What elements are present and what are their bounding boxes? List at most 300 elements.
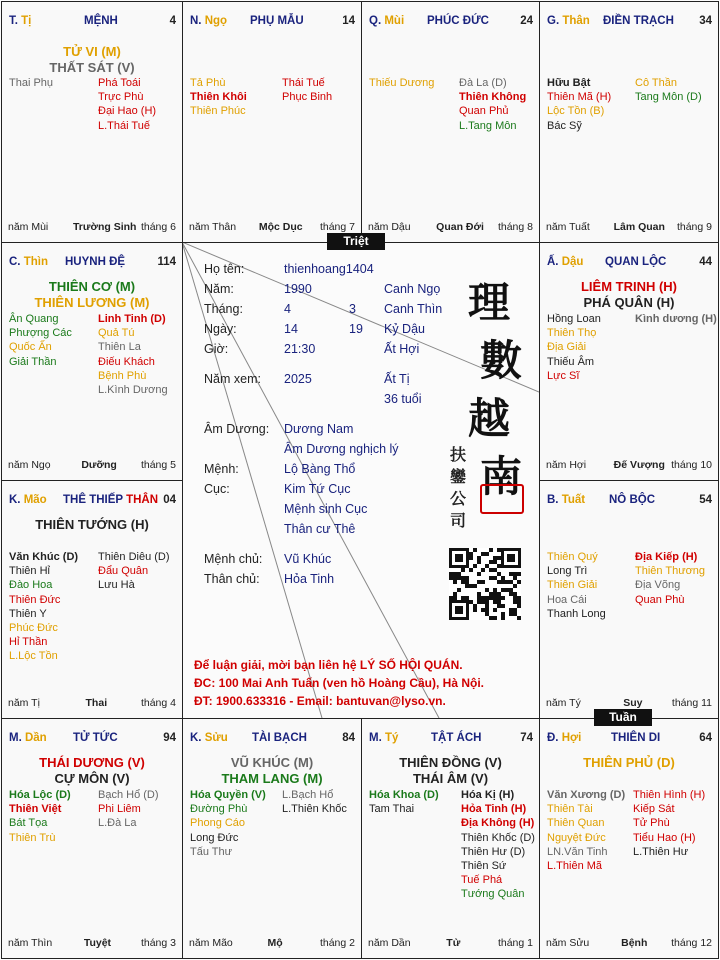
qr-module xyxy=(513,592,517,596)
palace-mui xyxy=(361,1,540,243)
palace-branch xyxy=(9,494,47,506)
star-item: Địa Kiếp (H) xyxy=(635,551,698,563)
qr-module xyxy=(501,604,505,608)
star-item: Thiên Quan xyxy=(547,817,605,830)
palace-branch xyxy=(190,732,228,744)
palace-header xyxy=(369,15,533,29)
palace-name-text: MỆNH xyxy=(84,15,118,27)
star-item: Hỏa Tinh (H) xyxy=(461,803,527,816)
footer-year: năm Hợi xyxy=(546,459,587,471)
qr-module xyxy=(497,556,501,560)
palace-name xyxy=(250,15,304,27)
star-item: Tử Phù xyxy=(633,817,670,830)
star-item: L.Thiên Khốc xyxy=(282,803,347,816)
info-label: Mệnh: xyxy=(204,462,239,476)
palace-name-text: THÊ THIẾP xyxy=(63,494,123,506)
footer-life-stage: Quan Đới xyxy=(436,221,484,233)
star-item: L.Thái Tuế xyxy=(98,119,150,132)
palace-name xyxy=(603,15,674,27)
footer-month: tháng 7 xyxy=(319,221,355,233)
qr-module xyxy=(485,612,489,616)
qr-module xyxy=(513,596,517,600)
palace-number: 34 xyxy=(699,15,712,27)
qr-module xyxy=(501,588,505,592)
branch-prefix: K. xyxy=(190,732,202,744)
palace-footer xyxy=(546,459,712,472)
star-item: Thiên Không xyxy=(459,91,527,104)
info-value: Kim Tứ Cục xyxy=(284,482,351,496)
qr-module xyxy=(493,600,497,604)
palace-name xyxy=(63,494,158,506)
palace-ngo xyxy=(182,1,362,243)
main-star: LIÊM TRINH (H) xyxy=(580,279,678,294)
qr-module xyxy=(493,560,497,564)
footer-year: năm Mùi xyxy=(8,221,49,233)
star-item: L.Lộc Tồn xyxy=(9,650,58,663)
minor-stars-left xyxy=(9,788,71,845)
qr-module xyxy=(461,580,465,584)
star-item: Văn Xương (D) xyxy=(547,789,626,801)
qr-module xyxy=(485,608,489,612)
minor-stars-right xyxy=(461,788,535,902)
star-item: L.Thiên Hư xyxy=(633,845,689,858)
palace-header xyxy=(547,732,712,746)
qr-module xyxy=(469,568,473,572)
branch-prefix: Ấ. xyxy=(547,256,559,268)
info-label: Họ tên: xyxy=(204,262,245,276)
qr-module xyxy=(501,612,505,616)
qr-module xyxy=(509,592,513,596)
star-item: Thiên Phúc xyxy=(190,105,246,118)
qr-module xyxy=(477,596,481,600)
star-item: Thiên Sứ xyxy=(461,860,507,873)
footer-life-stage: Đế Vượng xyxy=(613,459,665,471)
branch-prefix: N. xyxy=(190,15,202,27)
footer-year: năm Tị xyxy=(8,697,40,709)
branch-prefix: C. xyxy=(9,256,21,268)
qr-module xyxy=(509,572,513,576)
qr-module xyxy=(485,564,489,568)
qr-module xyxy=(501,576,505,580)
qr-module xyxy=(469,552,473,556)
footer-life-stage: Mộc Dục xyxy=(258,221,303,233)
main-stars xyxy=(540,279,718,311)
star-item: Hồng Loan xyxy=(547,313,601,325)
star-item: Thiên Hỉ xyxy=(9,565,50,578)
main-star: VŨ KHÚC (M) xyxy=(230,755,314,770)
qr-module xyxy=(481,608,485,612)
info-label: Âm Dương: xyxy=(204,422,270,436)
minor-stars-right xyxy=(633,788,705,859)
qr-module xyxy=(501,596,505,600)
star-item: Hỉ Thần xyxy=(9,636,48,649)
qr-module xyxy=(501,616,505,620)
star-item: LN.Văn Tinh xyxy=(547,845,608,858)
info-label: Năm xem: xyxy=(204,372,261,386)
star-item: Thiên Hình (H) xyxy=(633,789,706,801)
qr-finder xyxy=(455,606,463,614)
palace-footer xyxy=(368,937,533,950)
qr-module xyxy=(497,604,501,608)
footer-year: năm Thân xyxy=(189,221,237,233)
palace-branch xyxy=(547,494,585,506)
qr-module xyxy=(481,600,485,604)
footer-month: tháng 5 xyxy=(140,459,176,471)
tuan-marker: Tuần xyxy=(594,709,652,726)
info-label: Mệnh chủ: xyxy=(204,552,263,566)
palace-branch xyxy=(547,256,583,268)
qr-module xyxy=(477,600,481,604)
calligraphy-char: 理 xyxy=(468,278,511,327)
palace-footer xyxy=(546,937,712,950)
star-item: Đường Phù xyxy=(190,803,248,816)
minor-stars-left xyxy=(369,76,434,90)
info-label: Ngày: xyxy=(204,322,237,336)
star-item: Giải Thần xyxy=(9,355,57,368)
minor-stars-right xyxy=(282,788,347,816)
minor-stars-left xyxy=(9,76,53,90)
palace-footer xyxy=(8,459,176,472)
star-item: Thiên Thương xyxy=(635,565,706,578)
main-star: THIÊN TƯỚNG (H) xyxy=(35,517,149,532)
info-label: Năm: xyxy=(204,282,234,296)
footer-month: tháng 4 xyxy=(140,697,176,709)
star-item: Bác Sỹ xyxy=(547,119,582,132)
branch-prefix: M. xyxy=(9,732,22,744)
palace-branch xyxy=(9,256,48,268)
qr-module xyxy=(461,596,465,600)
palace-name-text: THIÊN DI xyxy=(611,732,661,744)
star-item: Đào Hoa xyxy=(9,579,53,592)
qr-module xyxy=(453,580,457,584)
qr-module xyxy=(461,576,465,580)
star-item: Quan Phù xyxy=(635,593,685,606)
palace-name xyxy=(431,732,481,744)
palace-than xyxy=(539,1,719,243)
qr-module xyxy=(449,596,453,600)
qr-module xyxy=(493,596,497,600)
footer-life-stage: Mộ xyxy=(267,937,283,949)
footer-year: năm Tý xyxy=(546,697,581,709)
star-item: Phục Binh xyxy=(282,91,333,104)
footer-month: tháng 3 xyxy=(140,937,176,949)
minor-stars-right xyxy=(282,76,332,104)
qr-module xyxy=(517,616,521,620)
main-star: THIÊN LƯƠNG (M) xyxy=(34,295,150,310)
star-item: Long Trì xyxy=(547,565,588,578)
small-calligraphy-char: 扶 xyxy=(450,447,467,464)
qr-module xyxy=(489,592,493,596)
qr-module xyxy=(489,616,493,620)
main-stars xyxy=(2,755,182,787)
small-calligraphy-char: 司 xyxy=(450,513,467,530)
info-value: thienhoang1404 xyxy=(284,262,374,276)
contact-note: Để luận giải, mời bạn liên hệ LÝ SỐ HỘI QUÁN. xyxy=(194,658,463,672)
star-item: Thai Phụ xyxy=(9,77,54,89)
star-item: Hữu Bật xyxy=(547,77,591,89)
star-item: Hóa Kị (H) xyxy=(461,789,515,801)
star-item: Thanh Long xyxy=(547,607,606,620)
info-value: 21:30 xyxy=(284,342,316,356)
star-item: Điếu Khách xyxy=(98,355,155,368)
palace-name xyxy=(605,256,666,268)
qr-module xyxy=(485,588,489,592)
star-item: Thiên La xyxy=(98,341,141,354)
star-item: Hoa Cái xyxy=(547,593,587,606)
qr-module xyxy=(485,604,489,608)
qr-module xyxy=(513,612,517,616)
minor-stars-right xyxy=(459,76,526,133)
qr-module xyxy=(465,576,469,580)
star-item: Linh Tinh (D) xyxy=(98,313,166,325)
star-item: Thiên Mã (H) xyxy=(547,91,612,104)
footer-month: tháng 12 xyxy=(671,937,712,949)
red-seal xyxy=(480,484,524,514)
palace-number: 4 xyxy=(169,15,176,27)
palace-number: 54 xyxy=(699,494,712,506)
star-item: Thiên Khôi xyxy=(190,91,247,104)
palace-header xyxy=(547,15,712,29)
qr-module xyxy=(505,580,509,584)
info-value: Vũ Khúc xyxy=(284,552,332,566)
palace-name-text: TỬ TỨC xyxy=(73,732,118,744)
star-item: Thiếu Dương xyxy=(369,77,435,89)
qr-module xyxy=(477,592,481,596)
footer-life-stage: Suy xyxy=(623,697,643,709)
palace-name-text: TẬT ÁCH xyxy=(431,732,482,744)
qr-module xyxy=(457,572,461,576)
star-item: Quan Phủ xyxy=(459,105,509,118)
qr-module xyxy=(509,608,513,612)
qr-module xyxy=(453,596,457,600)
qr-module xyxy=(509,612,513,616)
qr-module xyxy=(513,608,517,612)
main-star: CỰ MÔN (V) xyxy=(54,771,130,786)
palace-header xyxy=(9,15,176,29)
qr-module xyxy=(457,576,461,580)
qr-module xyxy=(493,588,497,592)
star-item: Địa Giải xyxy=(547,341,587,354)
footer-life-stage: Dưỡng xyxy=(81,459,117,471)
qr-module xyxy=(477,572,481,576)
main-star: THIÊN PHỦ (D) xyxy=(583,755,675,770)
qr-module xyxy=(497,572,501,576)
palace-number: 24 xyxy=(520,15,533,27)
star-item: Phong Cáo xyxy=(190,817,246,830)
minor-stars-right xyxy=(635,312,717,326)
star-item: Bệnh Phù xyxy=(98,369,147,382)
qr-module xyxy=(489,568,493,572)
star-item: Thiên Đức xyxy=(9,593,61,606)
star-item: Thiên Quý xyxy=(547,551,598,563)
footer-month: tháng 8 xyxy=(497,221,533,233)
branch-name: Sửu xyxy=(204,732,228,744)
palace-name xyxy=(73,732,118,744)
branch-prefix: G. xyxy=(547,15,560,27)
main-star: THẤT SÁT (V) xyxy=(49,60,135,75)
main-star: THÁI DƯƠNG (V) xyxy=(39,755,145,770)
footer-month: tháng 11 xyxy=(671,697,712,709)
qr-module xyxy=(449,576,453,580)
main-star: THÁI ÂM (V) xyxy=(412,771,489,786)
palace-number: 04 xyxy=(163,494,176,506)
palace-header xyxy=(190,15,355,29)
palace-suu xyxy=(182,718,362,959)
qr-module xyxy=(473,584,477,588)
palace-header xyxy=(9,256,176,270)
info-value: 1990 xyxy=(284,282,312,296)
qr-module xyxy=(469,584,473,588)
palace-header xyxy=(547,494,712,508)
palace-footer xyxy=(368,221,533,234)
palace-ti xyxy=(1,1,183,243)
star-item: Phá Toái xyxy=(98,77,141,89)
star-item: Phượng Các xyxy=(9,327,72,340)
star-item: Ân Quang xyxy=(9,313,59,325)
star-item: Tang Môn (D) xyxy=(635,91,702,104)
palace-number: 64 xyxy=(699,732,712,744)
qr-module xyxy=(489,596,493,600)
qr-module xyxy=(481,568,485,572)
footer-life-stage: Thai xyxy=(85,697,108,709)
palace-footer xyxy=(8,697,176,710)
star-item: Thiên Hư (D) xyxy=(461,845,526,858)
qr-module xyxy=(509,588,513,592)
info-value: Hỏa Tinh xyxy=(284,572,335,586)
star-item: Nguyệt Đức xyxy=(547,831,606,844)
minor-stars-left xyxy=(190,76,247,119)
minor-stars-left xyxy=(547,76,611,133)
palace-branch xyxy=(547,15,590,27)
info-value: Kỷ Dậu xyxy=(384,322,425,336)
palace-dan xyxy=(1,718,183,959)
palace-ty xyxy=(361,718,540,959)
minor-stars-left xyxy=(547,550,606,621)
palace-name xyxy=(427,15,489,27)
qr-module xyxy=(493,556,497,560)
qr-module xyxy=(505,588,509,592)
star-item: Thiên Giải xyxy=(547,579,598,592)
info-label: Cục: xyxy=(204,482,230,496)
qr-code[interactable] xyxy=(449,548,521,620)
palace-header xyxy=(369,732,533,746)
palace-branch xyxy=(369,15,404,27)
main-star: PHÁ QUÂN (H) xyxy=(583,295,675,310)
star-item: Thiên Y xyxy=(9,607,47,620)
qr-module xyxy=(493,616,497,620)
qr-module xyxy=(513,600,517,604)
main-stars xyxy=(540,755,718,771)
footer-life-stage: Bệnh xyxy=(621,937,648,949)
branch-name: Ngọ xyxy=(204,15,228,27)
footer-year: năm Mão xyxy=(189,937,233,949)
qr-module xyxy=(517,600,521,604)
footer-life-stage: Trường Sinh xyxy=(72,221,137,233)
qr-module xyxy=(457,588,461,592)
star-item: Tấu Thư xyxy=(190,845,233,858)
star-item: Văn Khúc (D) xyxy=(9,551,79,563)
palace-mao xyxy=(1,480,183,719)
footer-month: tháng 1 xyxy=(497,937,533,949)
qr-module xyxy=(493,592,497,596)
star-item: Tuế Phá xyxy=(461,874,503,887)
minor-stars-right xyxy=(98,550,170,593)
minor-stars-left xyxy=(369,788,439,816)
info-value: 19 xyxy=(349,322,363,336)
qr-module xyxy=(481,552,485,556)
footer-year: năm Dậu xyxy=(368,221,411,233)
qr-finder xyxy=(455,554,463,562)
branch-prefix: Đ. xyxy=(547,732,559,744)
contact-note: ĐT: 1900.633316 - Email: bantuvan@lyso.vn. xyxy=(194,694,446,708)
footer-year: năm Thìn xyxy=(8,937,53,949)
palace-header xyxy=(547,256,712,270)
palace-name xyxy=(65,256,125,268)
minor-stars-right xyxy=(98,76,156,133)
info-value: Ất Hợi xyxy=(384,342,420,356)
star-item: Bát Tọa xyxy=(9,817,48,830)
branch-name: Dậu xyxy=(561,256,584,268)
footer-life-stage: Lâm Quan xyxy=(613,221,665,233)
palace-number: 14 xyxy=(342,15,355,27)
palace-tuat xyxy=(539,480,719,719)
qr-module xyxy=(513,584,517,588)
palace-number: 84 xyxy=(342,732,355,744)
palace-branch xyxy=(9,732,47,744)
star-item: Tam Thai xyxy=(369,803,415,816)
star-item: Tả Phù xyxy=(190,77,226,89)
qr-module xyxy=(517,604,521,608)
star-item: Lưu Hà xyxy=(98,579,135,592)
minor-stars-left xyxy=(9,550,78,664)
star-item: Quả Tú xyxy=(98,327,135,340)
info-value: 2025 xyxy=(284,372,312,386)
main-stars xyxy=(183,755,361,787)
qr-module xyxy=(493,568,497,572)
main-stars xyxy=(362,755,539,787)
star-item: L.Bạch Hổ xyxy=(282,789,334,801)
qr-module xyxy=(501,580,505,584)
palace-footer xyxy=(8,221,176,234)
qr-module xyxy=(453,592,457,596)
branch-name: Hợi xyxy=(561,732,582,744)
qr-module xyxy=(489,560,493,564)
tam-hop-line xyxy=(182,242,322,718)
qr-module xyxy=(473,564,477,568)
info-value: Lộ Bàng Thổ xyxy=(284,462,356,476)
branch-name: Tý xyxy=(384,732,399,744)
star-item: Phi Liêm xyxy=(98,803,141,816)
branch-name: Tị xyxy=(21,15,32,27)
minor-stars-right xyxy=(98,312,168,397)
qr-module xyxy=(489,576,493,580)
star-item: Đại Hao (H) xyxy=(98,105,157,118)
star-item: Lộc Tồn (B) xyxy=(547,105,605,118)
palace-footer xyxy=(546,221,712,234)
footer-month: tháng 6 xyxy=(140,221,176,233)
palace-thin xyxy=(1,242,183,481)
info-label: Thân chủ: xyxy=(204,572,260,586)
star-item: L.Thiên Mã xyxy=(547,860,603,873)
main-star: TỬ VI (M) xyxy=(63,44,121,59)
info-label: Giờ: xyxy=(204,342,229,356)
branch-name: Thìn xyxy=(23,256,48,268)
qr-module xyxy=(477,580,481,584)
palace-branch xyxy=(369,732,398,744)
branch-name: Thân xyxy=(562,15,590,27)
star-item: L.Đà La xyxy=(98,817,137,830)
star-item: Quốc Ấn xyxy=(9,341,52,354)
